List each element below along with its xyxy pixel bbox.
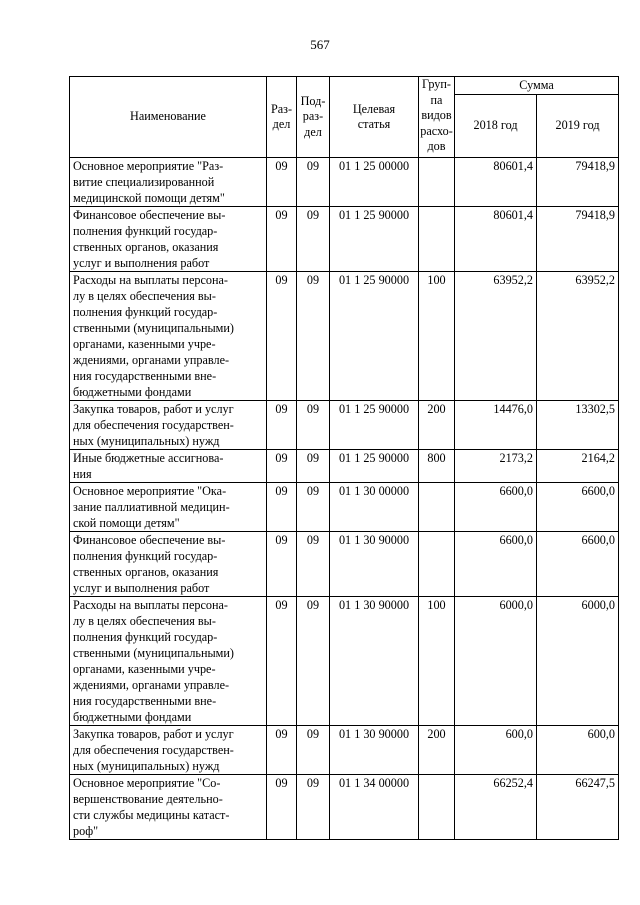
cell-group: 100 — [419, 597, 455, 726]
table-row — [70, 483, 619, 532]
cell-subsection: 09 — [297, 158, 330, 207]
cell-name: Иные бюджетные ассигнова- ния — [70, 450, 267, 483]
cell-section: 09 — [267, 483, 297, 532]
cell-subsection: 09 — [297, 450, 330, 483]
header-section-text: Раз- дел — [270, 101, 293, 131]
cell-y2018: 63952,2 — [455, 272, 537, 401]
cell-section: 09 — [267, 401, 297, 450]
cell-y2018: 80601,4 — [455, 158, 537, 207]
cell-target: 01 1 25 90000 — [330, 272, 419, 401]
cell-target: 01 1 25 90000 — [330, 450, 419, 483]
table-row — [70, 272, 619, 401]
header-subsection — [297, 77, 330, 158]
cell-group — [419, 158, 455, 207]
cell-target: 01 1 25 90000 — [330, 401, 419, 450]
cell-target: 01 1 30 90000 — [330, 532, 419, 597]
cell-y2018: 6600,0 — [455, 483, 537, 532]
cell-name: Закупка товаров, работ и услуг для обеспечения государствен- ных (муниципальных) нужд — [70, 726, 267, 775]
table-row — [70, 775, 619, 840]
cell-subsection: 09 — [297, 207, 330, 272]
cell-target: 01 1 25 90000 — [330, 207, 419, 272]
cell-name: Закупка товаров, работ и услуг для обеспечения государствен- ных (муниципальных) нужд — [70, 401, 267, 450]
table-body — [70, 158, 619, 840]
table-row — [70, 597, 619, 726]
cell-section: 09 — [267, 532, 297, 597]
cell-y2019: 79418,9 — [537, 207, 619, 272]
cell-group — [419, 207, 455, 272]
cell-y2019: 6600,0 — [537, 483, 619, 532]
cell-y2018: 66252,4 — [455, 775, 537, 840]
cell-subsection: 09 — [297, 726, 330, 775]
cell-y2018: 2173,2 — [455, 450, 537, 483]
cell-y2019: 6600,0 — [537, 532, 619, 597]
cell-group — [419, 483, 455, 532]
header-name: Наименование — [70, 77, 267, 158]
cell-subsection: 09 — [297, 597, 330, 726]
table-row — [70, 450, 619, 483]
header-2018: 2018 год — [455, 95, 537, 158]
cell-group: 200 — [419, 726, 455, 775]
cell-section: 09 — [267, 775, 297, 840]
header-group-text: Груп- па видов расхо- дов — [420, 77, 453, 153]
cell-target: 01 1 25 00000 — [330, 158, 419, 207]
budget-table — [69, 76, 619, 840]
cell-section: 09 — [267, 726, 297, 775]
cell-subsection: 09 — [297, 272, 330, 401]
table-row — [70, 207, 619, 272]
cell-y2018: 600,0 — [455, 726, 537, 775]
table-row — [70, 158, 619, 207]
cell-group — [419, 532, 455, 597]
cell-name: Финансовое обеспечение вы- полнения функций государ- ственных органов, оказания услуг и выполнения работ — [70, 207, 267, 272]
cell-name: Основное мероприятие "Раз- витие специализированной медицинской помощи детям" — [70, 158, 267, 207]
cell-y2019: 2164,2 — [537, 450, 619, 483]
header-sum: Сумма — [455, 77, 619, 95]
cell-name: Основное мероприятие "Со- вершенствование деятельно- сти службы медицины катаст- роф" — [70, 775, 267, 840]
cell-name: Расходы на выплаты персона- лу в целях обеспечения вы- полнения функций государ- ственными (муниципальными) органами, казенными учре- ждениями, органами управле- ния государственными вне- бюджетными фондами — [70, 597, 267, 726]
cell-section: 09 — [267, 207, 297, 272]
cell-y2018: 6000,0 — [455, 597, 537, 726]
cell-y2019: 79418,9 — [537, 158, 619, 207]
cell-y2019: 66247,5 — [537, 775, 619, 840]
cell-section: 09 — [267, 450, 297, 483]
cell-target: 01 1 34 00000 — [330, 775, 419, 840]
header-subsection-text: Под- раз- дел — [300, 93, 326, 139]
cell-subsection: 09 — [297, 775, 330, 840]
cell-section: 09 — [267, 158, 297, 207]
cell-section: 09 — [267, 272, 297, 401]
table-row — [70, 532, 619, 597]
cell-y2019: 63952,2 — [537, 272, 619, 401]
header-group — [419, 77, 455, 158]
cell-target: 01 1 30 90000 — [330, 726, 419, 775]
cell-subsection: 09 — [297, 483, 330, 532]
cell-group — [419, 775, 455, 840]
table-row — [70, 726, 619, 775]
cell-target: 01 1 30 90000 — [330, 597, 419, 726]
cell-y2019: 600,0 — [537, 726, 619, 775]
cell-y2018: 14476,0 — [455, 401, 537, 450]
cell-subsection: 09 — [297, 401, 330, 450]
cell-name: Основное мероприятие "Ока- зание паллиативной медицин- ской помощи детям" — [70, 483, 267, 532]
cell-section: 09 — [267, 597, 297, 726]
cell-group: 100 — [419, 272, 455, 401]
table-row — [70, 401, 619, 450]
cell-name: Расходы на выплаты персона- лу в целях обеспечения вы- полнения функций государ- ственными (муниципальными) органами, казенными учре- ждениями, органами управле- ния государственными вне- бюджетными фондами — [70, 272, 267, 401]
cell-target: 01 1 30 00000 — [330, 483, 419, 532]
cell-y2018: 6600,0 — [455, 532, 537, 597]
cell-subsection: 09 — [297, 532, 330, 597]
cell-group: 200 — [419, 401, 455, 450]
header-target-text: Целевая статья — [352, 101, 396, 131]
cell-y2019: 6000,0 — [537, 597, 619, 726]
cell-group: 800 — [419, 450, 455, 483]
cell-name: Финансовое обеспечение вы- полнения функций государ- ственных органов, оказания услуг и выполнения работ — [70, 532, 267, 597]
header-section — [267, 77, 297, 158]
cell-y2018: 80601,4 — [455, 207, 537, 272]
header-2019: 2019 год — [537, 95, 619, 158]
cell-y2019: 13302,5 — [537, 401, 619, 450]
page-number: 567 — [310, 37, 330, 52]
header-target — [330, 77, 419, 158]
